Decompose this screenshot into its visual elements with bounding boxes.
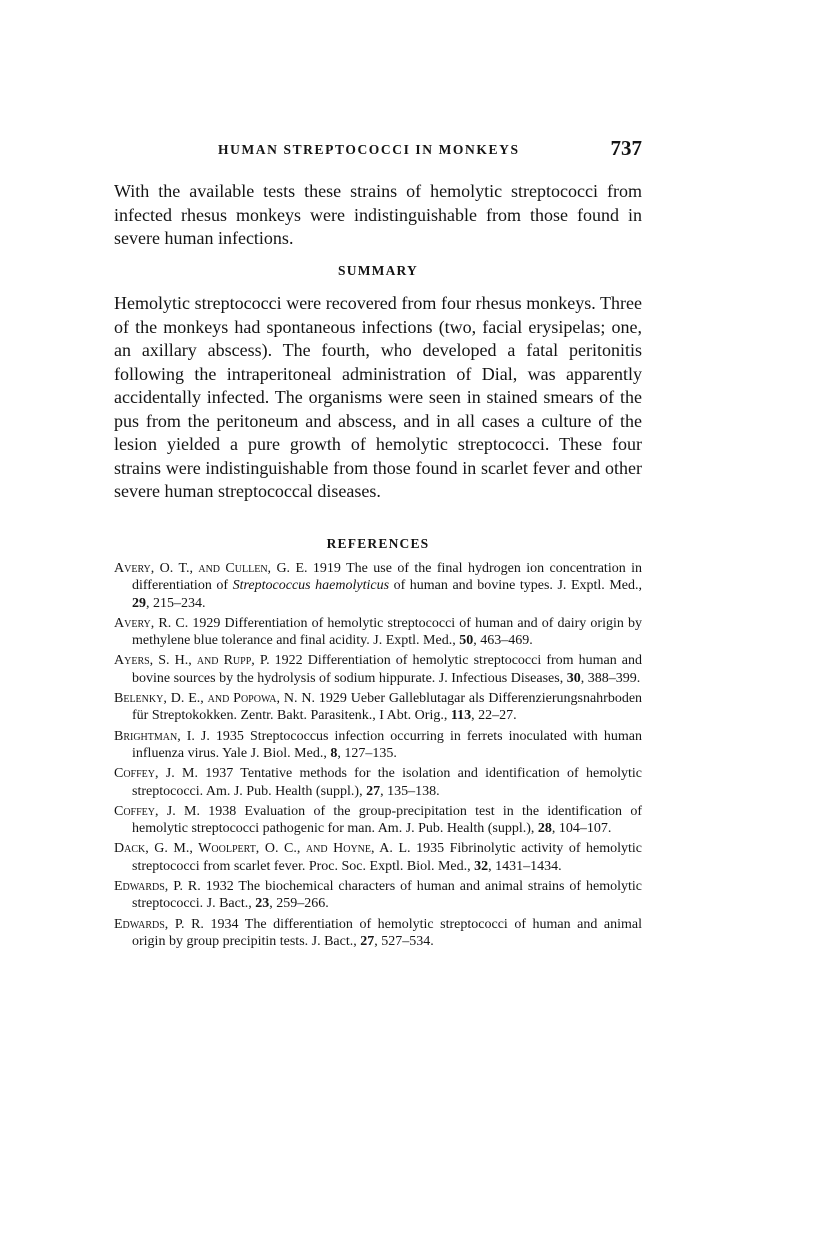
reference-volume: 27	[366, 783, 381, 799]
reference-pages: 527–534.	[381, 933, 434, 949]
reference-volume: 113	[450, 708, 472, 724]
reference-text: Differentiation of hemolytic streptococci from human and bovine sources by the hydrolysis of sodium hippurate. J. Infectious Diseases,	[132, 653, 643, 686]
reference-volume: 8	[330, 745, 338, 761]
reference-authors: Coffey, J. M.	[114, 803, 200, 819]
reference-year: 1929	[318, 691, 347, 707]
summary-paragraph: Hemolytic streptococci were recovered from four rhesus monkeys. Three of the monkeys had spontaneous infections (two, facial erysipelas; one, an axillary abscess). The fourth, who developed a fatal peritonitis following the intraperitoneal administration of Dial, was apparently accidentally infected. The organisms were seen in stained smears of the pus from the peritoneum and abscess, and in all cases a culture of the lesion yielded a pure growth of hemolytic streptococci. These four strains were indistinguishable from those found in scarlet fever and other severe human streptococcal diseases.	[114, 293, 642, 501]
reference-volume: 32	[474, 858, 489, 874]
reference-authors: Edwards, P. R.	[114, 916, 204, 932]
reference-text: Ueber Galleblutagar als Differenzierungsnahrboden für Streptokokken. Zentr. Bakt. Parasitenk., I Abt. Orig.,	[132, 691, 643, 724]
intro-paragraph: With the available tests these strains of hemolytic streptococci from infected rhesus monkeys were indistinguishable from those found in severe human infections.	[114, 181, 642, 248]
references-heading: REFERENCES	[326, 536, 430, 551]
reference-authors: Dack, G. M., Woolpert, O. C., and Hoyne, A. L.	[114, 841, 411, 857]
reference-authors: Ayers, S. H., and Rupp, P.	[114, 653, 270, 669]
reference-text: Differentiation of hemolytic streptococci of human and of dairy origin by methylene blue tolerance and final acidity. J. Exptl. Med.,	[132, 615, 642, 649]
reference-authors: Avery, R. C.	[114, 615, 189, 631]
reference-item: Dack, G. M., Woolpert, O. C., and Hoyne, A. L. 1935 Fibrinolytic activity of hemolytic streptococci from scarlet fever. Proc. Soc. Exptl. Biol. Med., 32, 1431–1434.	[114, 841, 643, 874]
running-title: HUMAN STREPTOCOCCI IN MONKEYS	[218, 142, 520, 157]
running-head	[114, 136, 642, 166]
reference-volume: 27	[360, 933, 375, 949]
reference-authors: Edwards, P. R.	[114, 879, 201, 895]
reference-text: The differentiation of hemolytic streptococci of human and animal origin by group precipitin tests. J. Bact.,	[132, 916, 643, 949]
reference-item: Brightman, I. J. 1935 Streptococcus infection occurring in ferrets inoculated with human influenza virus. Yale J. Biol. Med., 8, 127–135.	[114, 728, 642, 761]
reference-pages: 388–399.	[587, 670, 641, 686]
reference-text: The biochemical characters of human and animal strains of hemolytic streptococci. J. Bact.,	[132, 879, 643, 912]
reference-pages: 259–266.	[276, 896, 329, 912]
reference-item: Coffey, J. M. 1938 Evaluation of the group-precipitation test in the identification of hemolytic streptococci pathogenic for man. Am. J. Pub. Health (suppl.), 28, 104–107.	[114, 803, 642, 837]
reference-year: 1935	[215, 728, 244, 744]
reference-authors: Belenky, D. E., and Popowa, N. N.	[114, 691, 315, 707]
reference-volume: 30	[566, 670, 581, 686]
reference-pages: 104–107.	[558, 821, 612, 837]
reference-item: Avery, R. C. 1929 Differentiation of hemolytic streptococci of human and of dairy origin by methylene blue tolerance and final acidity. J. Exptl. Med., 50, 463–469.	[114, 615, 642, 649]
reference-year: 1934	[210, 916, 239, 932]
reference-authors: Avery, O. T., and Cullen, G. E.	[114, 561, 308, 576]
reference-volume: 23	[255, 896, 270, 912]
reference-year: 1932	[205, 879, 234, 895]
reference-year: 1937	[205, 766, 234, 782]
reference-item: Ayers, S. H., and Rupp, P. 1922 Differentiation of hemolytic streptococci from human and bovine sources by the hydrolysis of sodium hippurate. J. Infectious Diseases, 30, 388–399.	[114, 653, 643, 686]
reference-pages: 215–234.	[153, 595, 206, 611]
reference-item: Coffey, J. M. 1937 Tentative methods for the isolation and identification of hemolytic streptococci. Am. J. Pub. Health (suppl.), 27, 135–138.	[114, 766, 642, 799]
reference-pages: 463–469.	[480, 633, 533, 649]
reference-volume: 29	[132, 595, 146, 611]
reference-text: Evaluation of the group-precipitation test in the identification of hemolytic streptococci pathogenic for man. Am. J. Pub. Health (suppl.),	[132, 803, 642, 837]
reference-item: Edwards, P. R. 1934 The differentiation of hemolytic streptococci of human and animal origin by group precipitin tests. J. Bact., 27, 527–534.	[114, 916, 643, 949]
reference-pages: 22–27.	[478, 708, 517, 724]
reference-year: 1929	[192, 615, 221, 631]
reference-text: Tentative methods for the isolation and identification of hemolytic streptococci. Am. J. Pub. Health (suppl.),	[132, 766, 642, 799]
reference-item: Avery, O. T., and Cullen, G. E. 1919 The use of the final hydrogen ion concentration in differentiation of Streptococcus haemolyticus of human and bovine types. J. Exptl. Med., 29, 215–234.	[114, 561, 642, 611]
reference-year: 1922	[274, 653, 303, 669]
reference-year: 1938	[208, 803, 237, 819]
reference-item: Belenky, D. E., and Popowa, N. N. 1929 Ueber Galleblutagar als Differenzierungsnahrboden für Streptokokken. Zentr. Bakt. Parasitenk., I Abt. Orig., 113, 22–27.	[114, 691, 643, 724]
reference-text: Fibrinolytic activity of hemolytic streptococci from scarlet fever. Proc. Soc. Exptl. Biol. Med.,	[132, 841, 643, 874]
reference-text: Streptococcus infection occurring in ferrets inoculated with human influenza virus. Yale J. Biol. Med.,	[132, 728, 642, 761]
page-number: 737	[610, 136, 642, 160]
reference-item: Edwards, P. R. 1932 The biochemical characters of human and animal strains of hemolytic streptococci. J. Bact., 23, 259–266.	[114, 879, 643, 912]
references-list	[114, 560, 642, 953]
reference-year: 1935	[416, 841, 445, 857]
reference-pages: 135–138.	[387, 783, 440, 799]
reference-pages: 127–135.	[344, 745, 397, 761]
reference-volume: 50	[459, 633, 474, 649]
reference-authors: Coffey, J. M.	[114, 766, 198, 782]
reference-year: 1919	[312, 561, 341, 576]
reference-text: The use of the final hydrogen ion concentration in differentiation of Streptococcus haemolyticus of human and bovine types. J. Exptl. Med.,	[132, 561, 642, 594]
summary-heading: SUMMARY	[338, 263, 418, 278]
reference-pages: 1431–1434.	[495, 858, 562, 874]
reference-volume: 28	[537, 821, 552, 837]
reference-authors: Brightman, I. J.	[114, 728, 210, 744]
